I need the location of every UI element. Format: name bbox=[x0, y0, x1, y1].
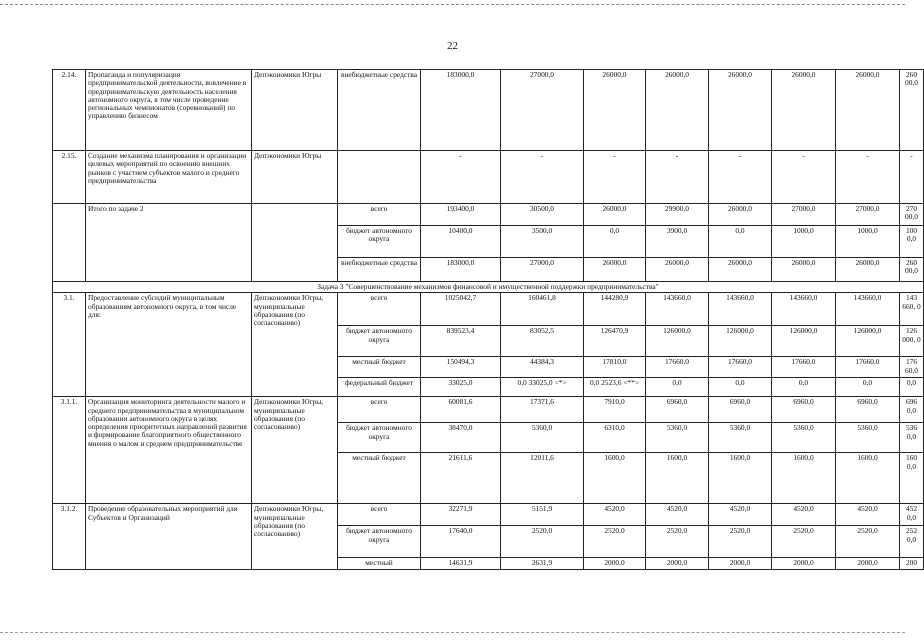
cell-year-5: 26000,0 bbox=[772, 70, 836, 151]
cell-year-7: 270 00,0 bbox=[900, 204, 924, 226]
row-source: федеральный бюджет bbox=[338, 378, 421, 397]
cell-year-3: - bbox=[646, 151, 709, 204]
cell-year-1: 27000,0 bbox=[501, 70, 584, 151]
table-row bbox=[53, 293, 924, 326]
cell-total: 193400,0 bbox=[421, 204, 501, 226]
cell-year-1: - bbox=[501, 151, 584, 204]
cell-year-7: 200 bbox=[900, 558, 924, 570]
cell-year-4: 17660,0 bbox=[709, 357, 772, 378]
table-row bbox=[53, 397, 924, 423]
row-executor: Депэкономики Югры, муниципальные образования (по согласованию) bbox=[252, 293, 338, 397]
cell-year-3: 2000,0 bbox=[646, 558, 709, 570]
row-executor: Депэкономики Югры bbox=[252, 70, 338, 151]
cell-year-4: 26000,0 bbox=[709, 204, 772, 226]
cell-year-2: 26000,0 bbox=[584, 258, 646, 282]
cell-year-2: - bbox=[584, 151, 646, 204]
cell-year-2: 126470,9 bbox=[584, 326, 646, 357]
cell-total: 150494,3 bbox=[421, 357, 501, 378]
cell-year-1: 3500,0 bbox=[501, 226, 584, 258]
cell-year-6: 26000,0 bbox=[836, 70, 900, 151]
cell-year-3: 5360,0 bbox=[646, 423, 709, 453]
cell-year-7: 696 0,0 bbox=[900, 397, 924, 423]
table-row bbox=[53, 204, 924, 226]
row-executor: Депэкономики Югры bbox=[252, 151, 338, 204]
cell-total: - bbox=[421, 151, 501, 204]
cell-year-2: 0,0 2523,6 <**> bbox=[584, 378, 646, 397]
cell-year-3: 26000,0 bbox=[646, 258, 709, 282]
row-code: 2.15. bbox=[53, 151, 86, 204]
cell-year-6: 5360,0 bbox=[836, 423, 900, 453]
cell-year-4: 6960,0 bbox=[709, 397, 772, 423]
row-source: всего bbox=[338, 204, 421, 226]
cell-total: 183000,0 bbox=[421, 258, 501, 282]
cell-year-7: 160 0,0 bbox=[900, 453, 924, 504]
cell-total: 38470,0 bbox=[421, 423, 501, 453]
cell-year-5: 26000,0 bbox=[772, 258, 836, 282]
cell-year-3: 4520,0 bbox=[646, 504, 709, 526]
cell-year-3: 1600,0 bbox=[646, 453, 709, 504]
task-header-row bbox=[53, 282, 924, 293]
cell-year-2: 4520,0 bbox=[584, 504, 646, 526]
cell-total: 32271,9 bbox=[421, 504, 501, 526]
cell-year-4: 143660,0 bbox=[709, 293, 772, 326]
cell-year-7: 176 60,0 bbox=[900, 357, 924, 378]
cell-year-4: 2520,0 bbox=[709, 526, 772, 558]
cell-year-5: 6960,0 bbox=[772, 397, 836, 423]
cell-year-2: 6310,0 bbox=[584, 423, 646, 453]
row-source: местный бюджет bbox=[338, 453, 421, 504]
table-row bbox=[53, 504, 924, 526]
cell-year-3: 126000,0 bbox=[646, 326, 709, 357]
row-source: всего bbox=[338, 293, 421, 326]
cell-year-7: 260 00,0 bbox=[900, 258, 924, 282]
cell-year-4: 126000,0 bbox=[709, 326, 772, 357]
cell-year-2: 2520,0 bbox=[584, 526, 646, 558]
cell-year-7: 126 000, 0 bbox=[900, 326, 924, 357]
cell-year-2: 17810,0 bbox=[584, 357, 646, 378]
row-executor bbox=[252, 204, 338, 282]
row-name: Проведение образовательных мероприятий для Субъектов и Организаций bbox=[86, 504, 252, 570]
cell-year-7: 100 0,0 bbox=[900, 226, 924, 258]
cell-year-5: - bbox=[772, 151, 836, 204]
cell-year-6: 26000,0 bbox=[836, 258, 900, 282]
cell-year-4: 0,0 bbox=[709, 378, 772, 397]
cell-year-5: 126000,0 bbox=[772, 326, 836, 357]
cell-year-1: 2520,0 bbox=[501, 526, 584, 558]
row-source: бюджет автономного округа bbox=[338, 326, 421, 357]
cell-year-7: 260 00,0 bbox=[900, 70, 924, 151]
cell-year-3: 0,0 bbox=[646, 378, 709, 397]
scan-edge-top bbox=[0, 4, 905, 6]
cell-year-2: 7910,0 bbox=[584, 397, 646, 423]
task-3-title: Задача 3 "Совершенствование механизмов финансовой и имущественной поддержки предпринимательства" bbox=[53, 282, 924, 293]
row-code bbox=[53, 204, 86, 282]
cell-year-2: 1600,0 bbox=[584, 453, 646, 504]
cell-year-3: 143660,0 bbox=[646, 293, 709, 326]
row-name: Пропаганда и популяризация предпринимательской деятельности, вовлечение в предпринимательскую деятельность населения автономного округа, в том числе проведение региональных чемпионатов (соревнований) по управлению бизнесом bbox=[86, 70, 252, 151]
row-source: местный bbox=[338, 558, 421, 570]
row-source: бюджет автономного округа bbox=[338, 226, 421, 258]
cell-total: 21611,6 bbox=[421, 453, 501, 504]
cell-year-3: 26000,0 bbox=[646, 70, 709, 151]
cell-year-2: 144280,9 bbox=[584, 293, 646, 326]
program-table bbox=[52, 69, 924, 570]
cell-year-7: 143 660, 0 bbox=[900, 293, 924, 326]
row-code: 3.1.2. bbox=[53, 504, 86, 570]
cell-total: 17640,0 bbox=[421, 526, 501, 558]
cell-year-1: 160461,8 bbox=[501, 293, 584, 326]
cell-year-5: 2520,0 bbox=[772, 526, 836, 558]
cell-year-3: 29900,0 bbox=[646, 204, 709, 226]
cell-year-6: 143660,0 bbox=[836, 293, 900, 326]
cell-year-5: 1000,0 bbox=[772, 226, 836, 258]
cell-year-5: 0,0 bbox=[772, 378, 836, 397]
row-name: Итого по задаче 2 bbox=[86, 204, 252, 282]
cell-year-1: 0,0 33025,0 <*> bbox=[501, 378, 584, 397]
row-name: Организация мониторинга деятельности малого и среднего предпринимательства в муниципальном образовании автономного округа в целях определения приоритетных направлений развития и формирование благоприятного общественного мнения о малом и среднем предпринимательстве bbox=[86, 397, 252, 504]
cell-year-3: 3900,0 bbox=[646, 226, 709, 258]
cell-year-3: 17660,0 bbox=[646, 357, 709, 378]
row-code: 3.1.1. bbox=[53, 397, 86, 504]
cell-year-7: - bbox=[900, 151, 924, 204]
cell-year-5: 4520,0 bbox=[772, 504, 836, 526]
cell-year-6: 6960,0 bbox=[836, 397, 900, 423]
cell-total: 14631,9 bbox=[421, 558, 501, 570]
row-source: внебюджетные средства bbox=[338, 258, 421, 282]
cell-year-3: 6960,0 bbox=[646, 397, 709, 423]
cell-year-1: 30500,0 bbox=[501, 204, 584, 226]
row-source: всего bbox=[338, 504, 421, 526]
cell-year-1: 83052,5 bbox=[501, 326, 584, 357]
cell-year-5: 143660,0 bbox=[772, 293, 836, 326]
cell-year-2: 0,0 bbox=[584, 226, 646, 258]
row-source: внебюджетные средства bbox=[338, 70, 421, 151]
cell-year-4: 4520,0 bbox=[709, 504, 772, 526]
cell-year-6: 0,0 bbox=[836, 378, 900, 397]
cell-year-6: - bbox=[836, 151, 900, 204]
cell-year-4: - bbox=[709, 151, 772, 204]
cell-year-6: 4520,0 bbox=[836, 504, 900, 526]
cell-year-4: 26000,0 bbox=[709, 70, 772, 151]
cell-year-3: 2520,0 bbox=[646, 526, 709, 558]
cell-year-7: 0,0 bbox=[900, 378, 924, 397]
row-source: бюджет автономного округа bbox=[338, 423, 421, 453]
cell-year-1: 44384,3 bbox=[501, 357, 584, 378]
cell-year-6: 2000,0 bbox=[836, 558, 900, 570]
table-row bbox=[53, 151, 924, 204]
cell-year-2: 26000,0 bbox=[584, 70, 646, 151]
cell-year-4: 1600,0 bbox=[709, 453, 772, 504]
cell-year-1: 5360,0 bbox=[501, 423, 584, 453]
cell-year-6: 126000,0 bbox=[836, 326, 900, 357]
row-name: Создание механизма планирования и организации целевых мероприятий по освоению внешних рынков с участием субъектов малого и среднего предпринимательства bbox=[86, 151, 252, 204]
cell-year-5: 5360,0 bbox=[772, 423, 836, 453]
cell-year-7: 252 0,0 bbox=[900, 526, 924, 558]
cell-total: 183000,0 bbox=[421, 70, 501, 151]
cell-year-1: 27000,0 bbox=[501, 258, 584, 282]
table-row bbox=[53, 70, 924, 151]
row-source bbox=[338, 151, 421, 204]
cell-total: 1025042,7 bbox=[421, 293, 501, 326]
cell-year-4: 26000,0 bbox=[709, 258, 772, 282]
cell-year-6: 1000,0 bbox=[836, 226, 900, 258]
cell-year-7: 452 0,0 bbox=[900, 504, 924, 526]
cell-year-2: 26000,0 bbox=[584, 204, 646, 226]
cell-year-5: 2000,0 bbox=[772, 558, 836, 570]
cell-year-5: 27000,0 bbox=[772, 204, 836, 226]
row-name: Предоставление субсидий муниципальным образованиям автономного округа, в том числе для: bbox=[86, 293, 252, 397]
row-source: местный бюджет bbox=[338, 357, 421, 378]
cell-year-1: 12011,6 bbox=[501, 453, 584, 504]
cell-year-5: 17660,0 bbox=[772, 357, 836, 378]
scan-edge-bottom bbox=[0, 632, 905, 634]
cell-total: 60081,6 bbox=[421, 397, 501, 423]
cell-total: 839523,4 bbox=[421, 326, 501, 357]
cell-year-4: 5360,0 bbox=[709, 423, 772, 453]
cell-year-6: 2520,0 bbox=[836, 526, 900, 558]
cell-total: 33025,0 bbox=[421, 378, 501, 397]
cell-year-6: 1600,0 bbox=[836, 453, 900, 504]
cell-total: 10400,0 bbox=[421, 226, 501, 258]
cell-year-1: 17371,6 bbox=[501, 397, 584, 423]
cell-year-1: 5151,9 bbox=[501, 504, 584, 526]
cell-year-6: 17660,0 bbox=[836, 357, 900, 378]
row-source: бюджет автономного округа bbox=[338, 526, 421, 558]
cell-year-6: 27000,0 bbox=[836, 204, 900, 226]
row-executor: Депэкономики Югры, муниципальные образования (по согласованию) bbox=[252, 504, 338, 570]
page-number: 22 bbox=[447, 40, 458, 52]
cell-year-7: 536 0,0 bbox=[900, 423, 924, 453]
cell-year-5: 1600,0 bbox=[772, 453, 836, 504]
row-source: всего bbox=[338, 397, 421, 423]
cell-year-4: 2000,0 bbox=[709, 558, 772, 570]
row-code: 3.1. bbox=[53, 293, 86, 397]
cell-year-1: 2631,9 bbox=[501, 558, 584, 570]
cell-year-2: 2000,0 bbox=[584, 558, 646, 570]
cell-year-4: 0,0 bbox=[709, 226, 772, 258]
row-executor: Депэкономики Югры, муниципальные образования (по согласованию) bbox=[252, 397, 338, 504]
row-code: 2.14. bbox=[53, 70, 86, 151]
